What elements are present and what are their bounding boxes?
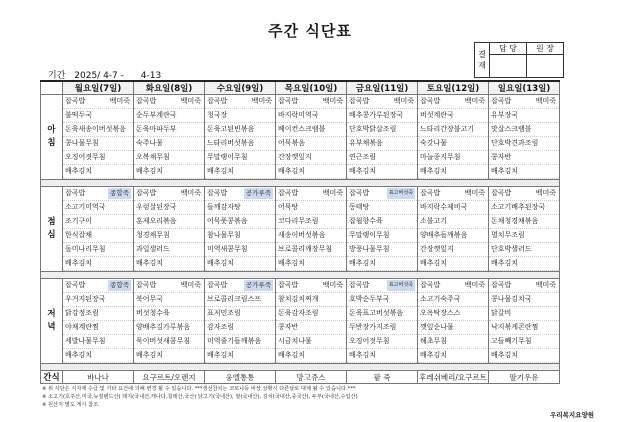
menu-item: 방풍나물무침	[347, 243, 417, 257]
menu-cell-content	[347, 187, 417, 271]
menu-item: 조기구이	[63, 215, 133, 229]
porridge-option: 백미죽	[393, 97, 414, 105]
menu-cell-content	[276, 95, 346, 179]
spacer-cell	[41, 180, 560, 187]
menu-item: 돈채청경채볶음	[489, 215, 559, 229]
meal-label-text: 아 침	[47, 125, 56, 148]
menu-item: 단호박닭살조림	[347, 123, 417, 137]
menu-item: 소고기숙주국	[418, 293, 488, 307]
meal-label	[41, 95, 63, 180]
menu-cell	[418, 187, 489, 272]
menu-item: 무말랭이무침	[347, 229, 417, 243]
menu-item: 간장깻잎지	[418, 243, 488, 257]
day-header: 금요일(11일)	[347, 81, 418, 95]
menu-cell-content	[418, 95, 488, 179]
porridge-option: 백미죽	[535, 97, 556, 105]
menu-cell	[489, 95, 560, 180]
menu-cell-content	[63, 95, 133, 179]
spacer-cell	[41, 364, 560, 371]
organization-name: 우리복지요양원	[550, 411, 594, 419]
approval-sign-director[interactable]	[527, 55, 564, 78]
snack-item: 요구르트/오렌지	[134, 371, 205, 384]
menu-item: 잡곡밥	[205, 95, 275, 109]
menu-item: 깻잎순나물	[418, 321, 488, 335]
menu-cell	[347, 279, 418, 364]
menu-item: 배추김치	[347, 349, 417, 363]
meal-label-text: 점 심	[47, 217, 56, 240]
menu-item: 배추김치	[63, 165, 133, 179]
menu-item: 세발나물무침	[63, 335, 133, 349]
menu-item: 양배추들깨볶음	[418, 229, 488, 243]
menu-cell-content	[63, 187, 133, 271]
menu-item: 버섯청수육	[134, 307, 204, 321]
spacer-row	[41, 180, 560, 187]
menu-item: 고들빼기무침	[489, 335, 559, 349]
menu-item: 배추김치	[276, 349, 346, 363]
menu-item: 배추김치	[489, 165, 559, 179]
menu-item: 호박순두부국	[347, 293, 417, 307]
menu-item: 양배추김가루볶음	[134, 321, 204, 335]
period-end: 4-13	[140, 71, 162, 81]
menu-cell-content	[418, 187, 488, 271]
menu-item: 잡곡밥	[63, 95, 133, 109]
page-title: 주간 식단표	[268, 22, 352, 40]
note-line: ※ 소고기(호주산,미국,뉴질랜드산) 돼지(국내산,캐나다,칠레산,국산) 닭고기(국내산), 쌀(국내산), 김치(국내산,중국산), 두부(국내산,수입산)	[42, 394, 358, 400]
menu-item: 돈육표고버섯볶음	[347, 307, 417, 321]
menu-item: 배추김치	[489, 257, 559, 271]
menu-item: 오징어젓무침	[347, 335, 417, 349]
menu-cell-content	[418, 279, 488, 363]
menu-cell	[347, 95, 418, 180]
menu-item: 배추김치	[276, 257, 346, 271]
snack-label: 간식	[41, 371, 63, 384]
menu-cell-content	[63, 279, 133, 363]
porridge-badge: 종합죽	[110, 189, 129, 197]
menu-cell-content	[489, 279, 559, 363]
menu-item: 콩나물무침	[63, 137, 133, 151]
menu-item: 배추김치	[134, 165, 204, 179]
menu-item: 참나물무침	[205, 229, 275, 243]
menu-item: 숙주나물	[134, 137, 204, 151]
menu-item: 묵이버섯새콤무침	[134, 335, 204, 349]
menu-item: 잡곡밥	[489, 279, 559, 293]
menu-item: 닭갈비	[489, 307, 559, 321]
menu-item: 단호박견과조림	[489, 137, 559, 151]
porridge-badge: 공가루죽	[245, 189, 271, 197]
menu-item: 배추김치	[63, 349, 133, 363]
menu-item: 잡곡밥	[347, 279, 417, 293]
note-line: ※ 원산지 별도 게시 참조.	[42, 402, 100, 408]
menu-item: 잡곡밥	[63, 187, 133, 201]
menu-item: 오징어젓무침	[63, 151, 133, 165]
day-header: 일요일(13일)	[489, 81, 560, 95]
menu-item: 배추김치	[347, 165, 417, 179]
menu-cell-content	[489, 187, 559, 271]
approval-col-director: 원 장	[527, 43, 564, 55]
menu-cell	[489, 279, 560, 364]
porridge-option: 백미죽	[464, 97, 485, 105]
menu-item: 무말랭이무침	[205, 151, 275, 165]
day-header: 목요일(10일)	[276, 81, 347, 95]
menu-cell-content	[205, 187, 275, 271]
menu-item: 배추김치	[205, 349, 275, 363]
menu-item: 마늘종지무침	[418, 151, 488, 165]
spacer-row	[41, 364, 560, 371]
menu-table	[40, 80, 560, 384]
day-header-row	[41, 81, 560, 95]
menu-item: 잡곡밥	[63, 279, 133, 293]
day-header: 토요일(12일)	[418, 81, 489, 95]
menu-item: 어묵볶음	[276, 137, 346, 151]
day-header: 수요일(9일)	[205, 81, 276, 95]
menu-item: 훈제오리볶음	[134, 215, 204, 229]
menu-cell-content	[205, 95, 275, 179]
menu-cell	[489, 187, 560, 272]
menu-cell-content	[134, 279, 204, 363]
menu-item: 바지락미역국	[276, 109, 346, 123]
menu-item: 잡곡밥	[276, 279, 346, 293]
menu-item: 잡곡밥	[418, 95, 488, 109]
snack-item: 딸기우유	[489, 371, 560, 384]
approval-sign-staff[interactable]	[490, 55, 527, 78]
menu-item: 잡곡밥	[489, 95, 559, 109]
menu-item: 콩자반	[276, 321, 346, 335]
menu-item: 소불고기	[418, 215, 488, 229]
menu-item: 낙지볶게콘란찜	[489, 321, 559, 335]
menu-item: 단호박샐러드	[489, 243, 559, 257]
menu-cell	[63, 187, 134, 272]
porridge-option: 백미죽	[535, 281, 556, 289]
menu-item: 잡곡밥	[276, 187, 346, 201]
menu-item: 배추김치	[63, 257, 133, 271]
menu-cell	[276, 187, 347, 272]
snack-item: 망고쥬스	[276, 371, 347, 384]
menu-cell-content	[205, 279, 275, 363]
menu-item: 소고기배추된장국	[489, 201, 559, 215]
menu-item: 맛살스크램블	[489, 123, 559, 137]
period-value: 2025/ 4-7 -	[74, 71, 124, 81]
menu-item: 오복채무침	[134, 151, 204, 165]
snack-item: 바나나	[63, 371, 134, 384]
menu-item: 잡곡밥	[347, 95, 417, 109]
porridge-badge: 종합죽	[110, 281, 129, 289]
porridge-option: 백미죽	[180, 281, 201, 289]
menu-item: 야채계란찜	[63, 321, 133, 335]
menu-item: 콩자반	[489, 151, 559, 165]
menu-item: 미역줄기들깨볶음	[205, 335, 275, 349]
menu-item: 잡곡밥	[418, 279, 488, 293]
approval-box	[474, 42, 564, 78]
menu-item: 돈육마파두부	[134, 123, 204, 137]
menu-item: 잡곡밥	[134, 95, 204, 109]
menu-item: 잡곡밥	[418, 187, 488, 201]
menu-cell-content	[276, 279, 346, 363]
menu-item: 브로콜리크림스프	[205, 293, 275, 307]
menu-item: 브로콜리깨장무침	[276, 243, 346, 257]
menu-cell	[205, 187, 276, 272]
menu-item: 느타리간장불고기	[418, 123, 488, 137]
menu-cell	[134, 187, 205, 272]
menu-item: 닭강정조림	[63, 307, 133, 321]
menu-item: 코다리무조림	[276, 215, 346, 229]
menu-item: 배추김치	[134, 257, 204, 271]
menu-item: 새송이버섯볶음	[276, 229, 346, 243]
spacer-row	[41, 272, 560, 279]
menu-item: 돈육감자조림	[276, 307, 346, 321]
meal-row	[41, 187, 560, 272]
menu-cell	[134, 279, 205, 364]
period-label: 기간	[48, 71, 66, 81]
note-line: ※ 위 식단은 식자재 수급 및 기타 요건에 의해 변경 될 수 있습니다. ***생선찬치는 코로나등 비상 상황시 다른날로 대체 될 수 있습니다.***	[42, 386, 356, 392]
snack-item: 웅엘통통	[205, 371, 276, 384]
menu-item: 들깨감자탕	[205, 201, 275, 215]
approval-col-staff: 담 당	[490, 43, 527, 55]
menu-item: 배추김치	[276, 165, 346, 179]
menu-item: 우거지된장국	[63, 293, 133, 307]
menu-cell-content	[134, 187, 204, 271]
menu-item: 우렁살된장국	[134, 201, 204, 215]
porridge-option: 백미죽	[109, 97, 130, 105]
menu-item: 잡곡밥	[134, 187, 204, 201]
menu-cell	[63, 95, 134, 180]
menu-item: 청경채무침	[134, 229, 204, 243]
porridge-badge: 표고버섯죽	[387, 280, 415, 291]
menu-item: 느타리버섯볶음	[205, 137, 275, 151]
menu-item: 간장깻잎지	[276, 151, 346, 165]
menu-cell-content	[134, 95, 204, 179]
menu-item: 베이컨스크램블	[276, 123, 346, 137]
menu-item: 잡곡밥	[347, 187, 417, 201]
menu-item: 두반장가지조림	[347, 321, 417, 335]
meal-row	[41, 279, 560, 364]
porridge-badge: 표고버섯죽	[387, 188, 415, 199]
menu-item: 바지락수제비국	[418, 201, 488, 215]
meal-row	[41, 95, 560, 180]
menu-cell-content	[276, 187, 346, 271]
menu-item: 참치김치찌개	[276, 293, 346, 307]
menu-item: 멸치무조림	[489, 229, 559, 243]
snack-item: 팥 죽	[347, 371, 418, 384]
menu-item: 잡월향수육	[347, 215, 417, 229]
menu-cell	[276, 279, 347, 364]
menu-item: 배추김치	[418, 165, 488, 179]
menu-item: 유부채볶음	[347, 137, 417, 151]
menu-item: 돌미나리무침	[63, 243, 133, 257]
porridge-option: 백미죽	[180, 189, 201, 197]
menu-item: 돈육새송이버섯볶음	[63, 123, 133, 137]
menu-cell	[134, 95, 205, 180]
menu-cell-content	[489, 95, 559, 179]
porridge-option: 백미죽	[322, 97, 343, 105]
meal-label-text: 저 녁	[47, 309, 56, 332]
menu-cell	[347, 187, 418, 272]
menu-item: 잡곡밥	[489, 187, 559, 201]
menu-cell	[63, 279, 134, 364]
menu-item: 어묵탕	[276, 201, 346, 215]
menu-item: 배추김치	[347, 257, 417, 271]
menu-cell-content	[347, 279, 417, 363]
day-header: 월요일(7일)	[63, 81, 134, 95]
porridge-option: 백미죽	[180, 97, 201, 105]
menu-item: 배추김치	[205, 165, 275, 179]
header-corner	[41, 81, 63, 95]
menu-item: 유부장국	[489, 109, 559, 123]
menu-item: 북어무국	[134, 293, 204, 307]
menu-item: 콩나물김치국	[489, 293, 559, 307]
menu-item: 청국장	[205, 109, 275, 123]
porridge-option: 백미죽	[322, 281, 343, 289]
menu-cell	[205, 279, 276, 364]
approval-label: 결재	[475, 43, 490, 78]
menu-item: 한식잡채	[63, 229, 133, 243]
menu-cell-content	[347, 95, 417, 179]
menu-item: 돈육고된빈볶음	[205, 123, 275, 137]
snack-row	[41, 371, 560, 384]
menu-item: 오옥탁장스스	[418, 307, 488, 321]
menu-item: 동태탕	[347, 201, 417, 215]
snack-item: 후레쉬베리/요구르트	[419, 372, 487, 382]
menu-item: 배추김치	[134, 349, 204, 363]
meal-label	[41, 187, 63, 272]
menu-cell	[276, 95, 347, 180]
menu-item: 연근조림	[347, 151, 417, 165]
menu-item: 잡곡밥	[205, 187, 275, 201]
menu-item: 잡곡밥	[134, 279, 204, 293]
menu-item: 잡곡밥	[205, 279, 275, 293]
menu-item: 배추콩가루된장국	[347, 109, 417, 123]
menu-item: 숙갓나물	[418, 137, 488, 151]
menu-item: 배추김치	[418, 257, 488, 271]
menu-item: 어묵풋콩볶음	[205, 215, 275, 229]
menu-item: 배추김치	[418, 349, 488, 363]
menu-cell	[418, 95, 489, 180]
menu-item: 해초무침	[418, 335, 488, 349]
porridge-option: 백미죽	[251, 97, 272, 105]
day-header: 화요일(8일)	[134, 81, 205, 95]
menu-item: 감자조림	[205, 321, 275, 335]
menu-item: 잡곡밥	[276, 95, 346, 109]
porridge-badge: 공가루죽	[245, 281, 271, 289]
porridge-option: 백미죽	[464, 281, 485, 289]
menu-item: 시금치나물	[276, 335, 346, 349]
meal-label	[41, 279, 63, 364]
menu-item: 순두부계란국	[134, 109, 204, 123]
menu-cell	[418, 279, 489, 364]
menu-cell	[205, 95, 276, 180]
menu-item: 배추김치	[205, 257, 275, 271]
menu-item: 과일샐러드	[134, 243, 204, 257]
menu-item: 배추김치	[489, 349, 559, 363]
menu-item: 미역새콤무침	[205, 243, 275, 257]
menu-item: 표저민조림	[205, 307, 275, 321]
menu-item: 소고기미역국	[63, 201, 133, 215]
menu-item: 불떡두국	[63, 109, 133, 123]
menu-item: 버섯계란국	[418, 109, 488, 123]
porridge-option: 백미죽	[535, 189, 556, 197]
porridge-option: 백미죽	[322, 189, 343, 197]
porridge-option: 백미죽	[464, 189, 485, 197]
spacer-cell	[41, 272, 560, 279]
